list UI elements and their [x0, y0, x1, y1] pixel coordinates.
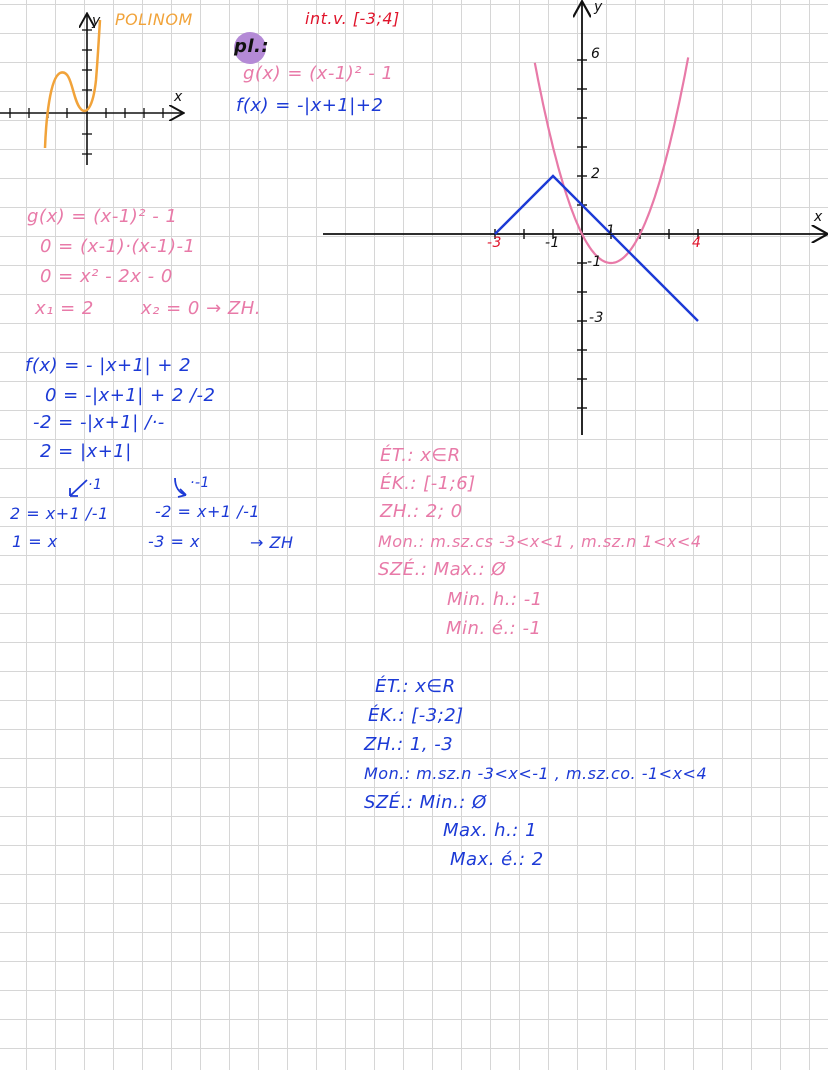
f-absolute-value-curve: [495, 176, 698, 321]
f-zero-label: → ZH: [250, 533, 294, 552]
g-solution-root: x₂ = 0 → ZH.: [141, 298, 261, 319]
interval-label: int.v. [-3;4]: [305, 9, 400, 28]
big-x-label: x: [814, 209, 823, 225]
x-tick-label: -3: [487, 235, 502, 251]
f-property-ek: ÉK.: [-3;2]: [368, 705, 464, 726]
big-y-label: y: [594, 0, 603, 15]
x-tick-label: 4: [692, 235, 702, 251]
g-property-min-h: Min. h.: -1: [447, 589, 543, 610]
g-solution-line: 0 = x² - 2x - 0: [40, 266, 173, 287]
g-definition: g(x) = (x-1)² - 1: [243, 63, 394, 84]
big-graph: [323, 3, 826, 435]
f-property-sze: SZÉ.: Min.: Ø: [364, 792, 487, 813]
g-property-et: ÉT.: x∈R: [380, 445, 461, 466]
left-branch-equation: 2 = x+1 /-1: [10, 504, 109, 523]
left-branch-result: 1 = x: [12, 532, 58, 551]
y-tick-label: -1: [587, 254, 602, 270]
g-solution-line: 0 = (x-1)·(x-1)-1: [40, 236, 196, 257]
g-property-sze: SZÉ.: Max.: Ø: [378, 559, 507, 580]
f-solution-line: 0 = -|x+1| + 2 /-2: [45, 385, 216, 406]
example-label: pl.:: [234, 36, 270, 57]
y-tick-label: 2: [591, 166, 601, 182]
small-polynomial-curve: [45, 20, 100, 148]
right-branch-arrow: [175, 478, 186, 497]
f-property-max-h: Max. h.: 1: [443, 820, 538, 841]
g-solution-line: g(x) = (x-1)² - 1: [27, 206, 178, 227]
f-property-max-e: Max. é.: 2: [450, 849, 544, 870]
f-definition: f(x) = -|x+1|+2: [236, 95, 384, 116]
f-solution-line: -2 = -|x+1| /·-: [33, 412, 165, 433]
g-property-ek: ÉK.: [-1;6]: [380, 473, 476, 494]
right-branch-operation: ·-1: [190, 475, 210, 491]
right-branch-equation: -2 = x+1 /-1: [155, 502, 261, 521]
g-property-mon: Mon.: m.sz.cs -3<x<1 , m.sz.n 1<x<4: [378, 532, 702, 551]
polynomial-title: POLINOM: [115, 10, 193, 29]
y-tick-label: -3: [589, 310, 604, 326]
g-solution-root: x₁ = 2: [35, 298, 94, 319]
small-x-label: x: [174, 89, 183, 105]
x-tick-label: -1: [545, 235, 560, 251]
small-polynomial-graph: [0, 15, 182, 165]
left-branch-operation: ·1: [88, 477, 103, 493]
f-solution-line: f(x) = - |x+1| + 2: [25, 355, 192, 376]
f-property-et: ÉT.: x∈R: [375, 676, 456, 697]
f-property-mon: Mon.: m.sz.n -3<x<-1 , m.sz.co. -1<x<4: [364, 764, 708, 783]
g-property-zh: ZH.: 2; 0: [380, 501, 463, 522]
right-branch-result: -3 = x: [148, 532, 200, 551]
small-y-label: y: [92, 13, 101, 29]
f-property-zh: ZH.: 1, -3: [364, 734, 454, 755]
x-tick-label: 1: [606, 223, 616, 239]
f-solution-line: 2 = |x+1|: [40, 441, 132, 462]
left-branch-arrow: [70, 480, 87, 496]
y-tick-label: 6: [591, 46, 601, 62]
g-property-min-e: Min. é.: -1: [446, 618, 542, 639]
